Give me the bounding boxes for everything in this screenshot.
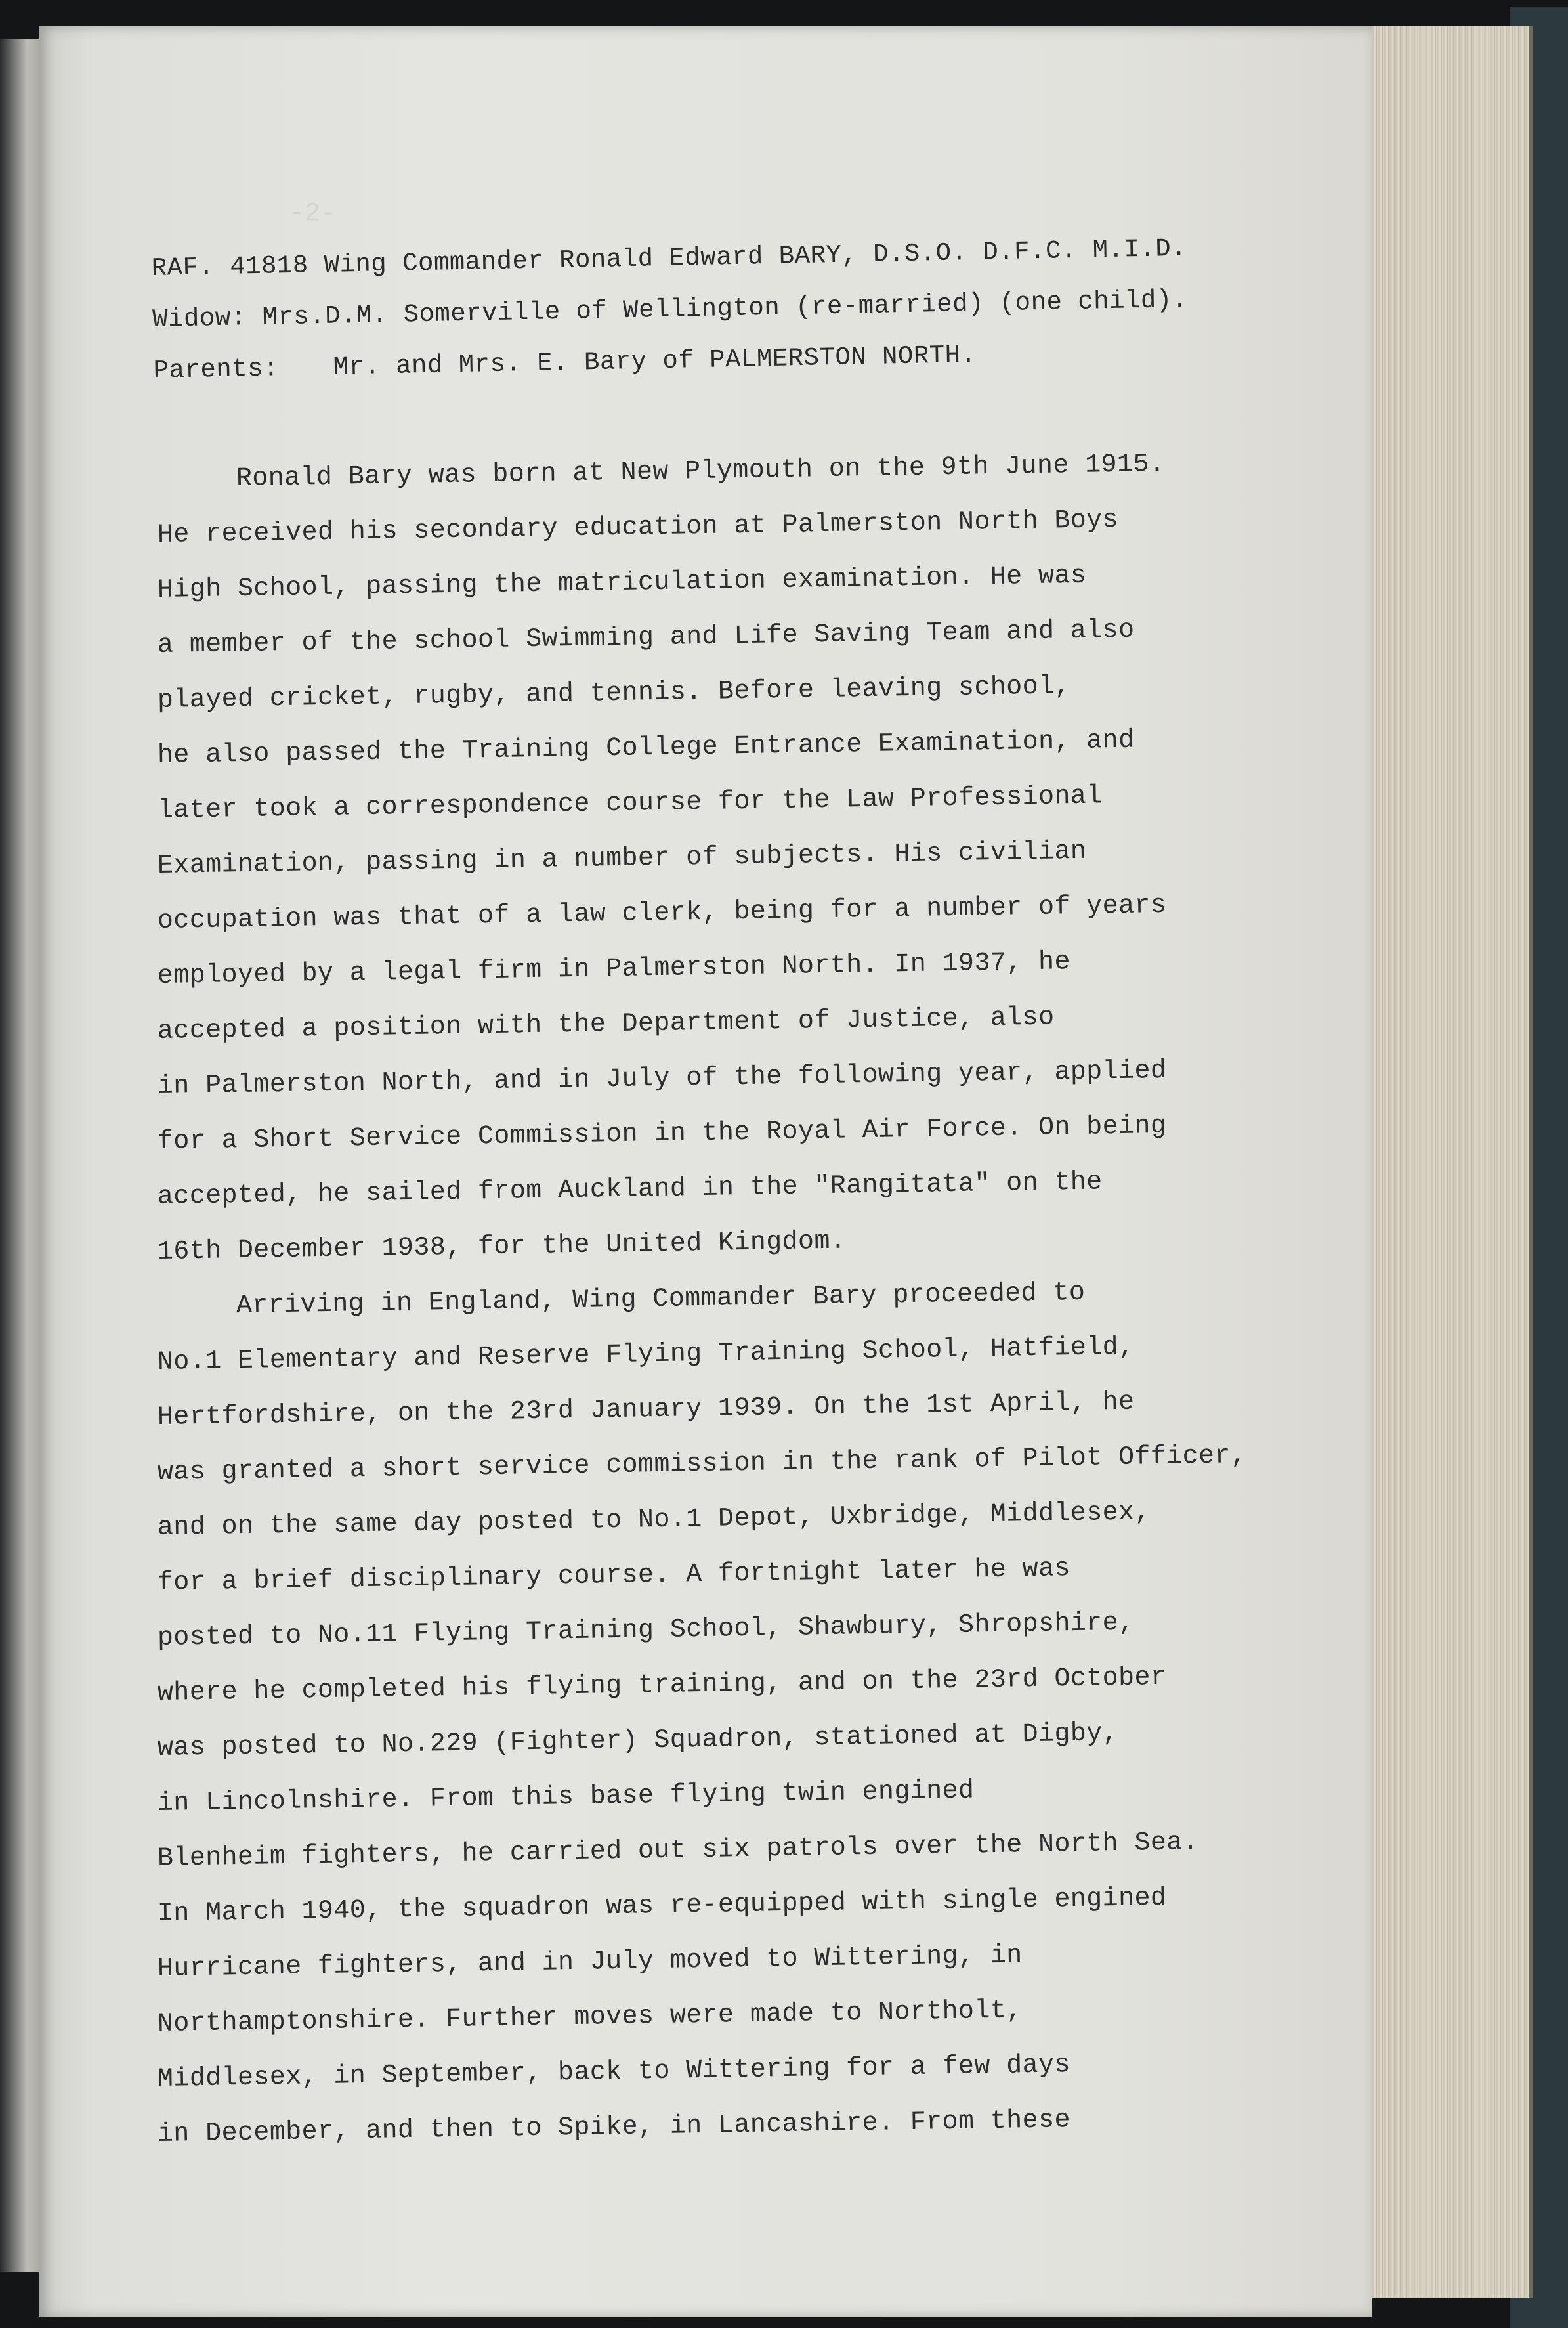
text-line: in December, and then to Spike, in Lancashire. From these	[157, 2105, 1071, 2149]
text-line: for a brief disciplinary course. A fortnight later he was	[157, 1554, 1071, 1598]
text-line: in Palmerston North, and in July of the following year, applied	[157, 1056, 1167, 1102]
parents-value: Mr. and Mrs. E. Bary of PALMERSTON NORTH.	[333, 340, 977, 382]
text-line: occupation was that of a law clerk, being for a number of years	[157, 890, 1167, 936]
text-line: where he completed his flying training, and on the 23rd October	[157, 1662, 1167, 1708]
record-header	[151, 220, 1348, 397]
text-line: played cricket, rugby, and tennis. Before leaving school,	[157, 672, 1071, 716]
text-line: Hertfordshire, on the 23rd January 1939. On the 1st April, he	[157, 1387, 1135, 1433]
page-stack-edge	[1365, 26, 1533, 2298]
text-line: and on the same day posted to No.1 Depot, Uxbridge, Middlesex,	[157, 1498, 1151, 1543]
text-line: Hurricane fighters, and in July moved to Wittering, in	[157, 1941, 1023, 1984]
text-line: he also passed the Training College Entrance Examination, and	[157, 725, 1135, 771]
text-line: In March 1940, the squadron was re-equipped with single engined	[157, 1883, 1167, 1929]
text-line: accepted a position with the Department of Justice, also	[157, 1002, 1055, 1046]
text-line: Arriving in England, Wing Commander Bary proceeded to	[236, 1278, 1086, 1322]
text-line: He received his secondary education at Palmerston North Boys	[157, 506, 1119, 550]
biography-text	[157, 449, 1339, 2163]
text-line: Blenheim fighters, he carried out six patrols over the North Sea.	[157, 1828, 1199, 1874]
text-line: accepted, he sailed from Auckland in the "Rangitata" on the	[157, 1167, 1103, 1212]
text-line: was granted a short service commission in the rank of Pilot Officer,	[157, 1440, 1247, 1488]
widow-value: Mrs.D.M. Somerville of Wellington (re-married) (one child).	[262, 285, 1189, 332]
text-line: employed by a legal firm in Palmerston North. In 1937, he	[157, 947, 1071, 991]
text-line: Northamptonshire. Further moves were made to Northolt,	[157, 1996, 1023, 2039]
text-line: later took a correspondence course for the Law Professional	[157, 781, 1103, 826]
text-line: was posted to No.229 (Fighter) Squadron, stationed at Digby,	[157, 1719, 1119, 1763]
document-page	[39, 26, 1372, 2317]
text-line: 16th December 1938, for the United Kingdom.	[157, 1226, 847, 1267]
text-line: for a Short Service Commission in the Royal Air Force. On being	[157, 1111, 1167, 1157]
text-line: in Lincolnshire. From this base flying twin engined	[157, 1776, 975, 1819]
text-line: High School, passing the matriculation examination. He was	[157, 561, 1087, 605]
text-line: Middlesex, in September, back to Wittering for a few days	[157, 2050, 1071, 2094]
text-line: Ronald Bary was born at New Plymouth on the 9th June 1915.	[236, 449, 1166, 494]
service-number-line: RAF. 41818 Wing Commander Ronald Edward BARY, D.S.O. D.F.C. M.I.D.	[151, 234, 1187, 283]
text-line: No.1 Elementary and Reserve Flying Training School, Hatfield,	[157, 1332, 1135, 1377]
parents-label: Parents:	[153, 354, 280, 385]
text-line: Examination, passing in a number of subjects. His civilian	[157, 836, 1087, 881]
page-number: -2-	[288, 199, 337, 229]
widow-label: Widow:	[152, 303, 247, 334]
text-line: posted to No.11 Flying Training School, Shawbury, Shropshire,	[157, 1608, 1135, 1653]
text-line: a member of the school Swimming and Life Saving Team and also	[157, 615, 1135, 660]
